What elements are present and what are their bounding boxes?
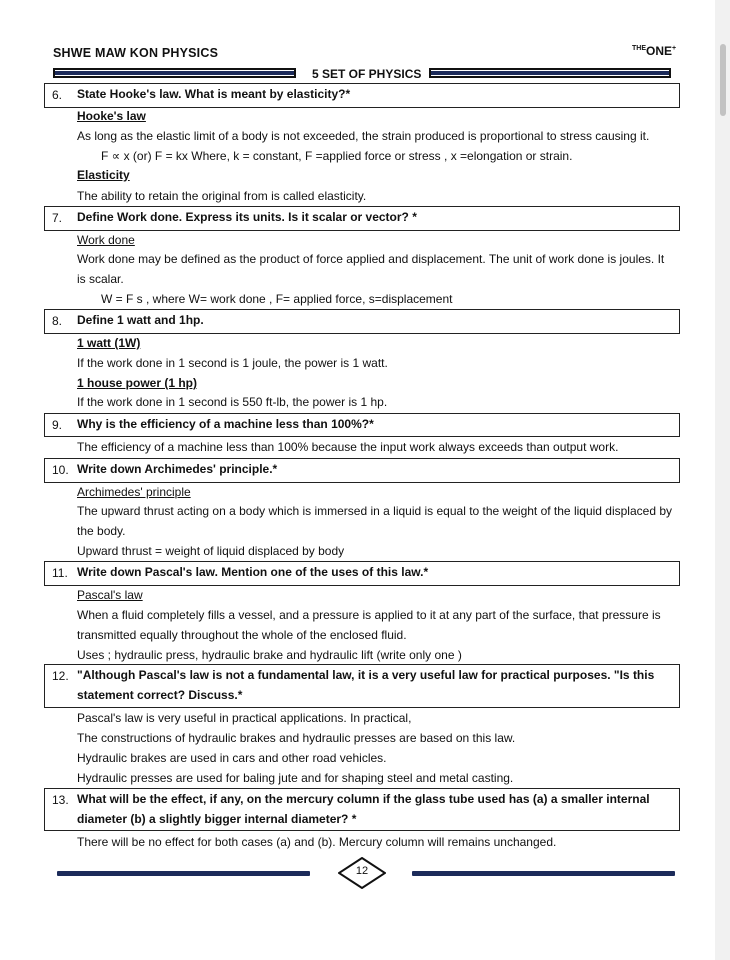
answer-text: Hydraulic brakes are used in cars and other road vehicles.: [77, 751, 387, 765]
section-band-right: [429, 68, 671, 78]
question-number: 10.: [52, 463, 69, 477]
answer-text: Work done may be defined as the product of force applied and displacement. The unit of work done is joules. It is scalar.: [77, 252, 665, 286]
question-box: [44, 561, 680, 586]
question-text: Define Work done. Express its units. Is it scalar or vector? *: [77, 210, 417, 224]
answer-text: There will be no effect for both cases (a) and (b). Mercury column will remains unchanged.: [77, 835, 557, 849]
answer-text: Uses ; hydraulic press, hydraulic brake and hydraulic lift (write only one ): [77, 648, 462, 662]
question-text: What will be the effect, if any, on the mercury column if the glass tube used has (a) a smaller internal diameter (b) a slightly bigger internal diameter? *: [77, 792, 650, 826]
footer-bar-right: [412, 871, 675, 876]
answer-subheading: Pascal's law: [77, 588, 143, 602]
answer-text: Hydraulic presses are used for baling jute and for shaping steel and metal casting.: [77, 771, 514, 785]
brand-suffix: +: [672, 45, 677, 52]
question-text: "Although Pascal's law is not a fundamental law, it is a very useful law for practical purposes. "Is this statement correct? Discuss.*: [77, 668, 655, 702]
brand-prefix: THE: [632, 45, 646, 52]
answer-text: The constructions of hydraulic brakes and hydraulic presses are based on this law.: [77, 731, 516, 745]
question-text: State Hooke's law. What is meant by elasticity?*: [77, 87, 351, 101]
answer-text: The ability to retain the original from is called elasticity.: [77, 189, 367, 203]
question-text: Write down Archimedes' principle.*: [77, 462, 278, 476]
question-box: [44, 458, 680, 483]
question-box: [44, 206, 680, 231]
question-number: 7.: [52, 211, 63, 225]
answer-subheading: 1 watt (1W): [77, 336, 141, 350]
answer-text: Pascal's law is very useful in practical applications. In practical,: [77, 711, 412, 725]
question-box: [44, 664, 680, 708]
answer-text: If the work done in 1 second is 1 joule, the power is 1 watt.: [77, 356, 388, 370]
question-text: Write down Pascal's law. Mention one of the uses of this law.*: [77, 565, 429, 579]
section-title: 5 SET OF PHYSICS: [312, 67, 422, 81]
brand-name: ONE: [646, 44, 673, 58]
header-title: SHWE MAW KON PHYSICS: [53, 46, 219, 60]
answer-subheading: Hooke's law: [77, 109, 146, 123]
question-number: 6.: [52, 88, 63, 102]
answer-text: If the work done in 1 second is 550 ft-lb, the power is 1 hp.: [77, 395, 388, 409]
question-number: 12.: [52, 669, 69, 683]
answer-text: The upward thrust acting on a body which is immersed in a liquid is equal to the weight of the liquid displaced by the body.: [77, 504, 673, 538]
answer-subheading: Elasticity: [77, 168, 130, 182]
question-number: 11.: [52, 566, 68, 580]
question-box: [44, 309, 680, 334]
answer-subheading: 1 house power (1 hp): [77, 376, 198, 390]
answer-text: As long as the elastic limit of a body is not exceeded, the strain produced is proportional to stress causing it.: [77, 129, 650, 143]
formula-line: F ∝ x (or) F = kx Where, k = constant, F =applied force or stress , x =elongation or strain.: [101, 149, 573, 163]
footer-bar-left: [57, 871, 310, 876]
formula-line: W = F s , where W= work done , F= applied force, s=displacement: [101, 292, 453, 306]
question-number: 13.: [52, 793, 69, 807]
answer-subheading: Archimedes' principle: [77, 485, 191, 499]
section-band-left: [53, 68, 296, 78]
answer-subheading: Work done: [77, 233, 135, 247]
question-box: [44, 788, 680, 831]
answer-text: The efficiency of a machine less than 100% because the input work always exceeds than output work.: [77, 440, 619, 454]
question-number: 8.: [52, 314, 63, 328]
question-box: [44, 83, 680, 108]
question-box: [44, 413, 680, 437]
header-brand: [632, 44, 676, 58]
answer-text: Upward thrust = weight of liquid displaced by body: [77, 544, 345, 558]
page-number: 12: [355, 865, 369, 877]
question-number: 9.: [52, 418, 63, 432]
question-text: Define 1 watt and 1hp.: [77, 313, 204, 327]
answer-text: When a fluid completely fills a vessel, and a pressure is applied to it at any part of the surface, that pressure is transmitted equally throughout the whole of the enclosed fluid.: [77, 608, 661, 642]
scrollbar[interactable]: [715, 0, 730, 960]
scrollbar-thumb[interactable]: [720, 44, 726, 116]
question-text: Why is the efficiency of a machine less than 100%?*: [77, 417, 374, 431]
